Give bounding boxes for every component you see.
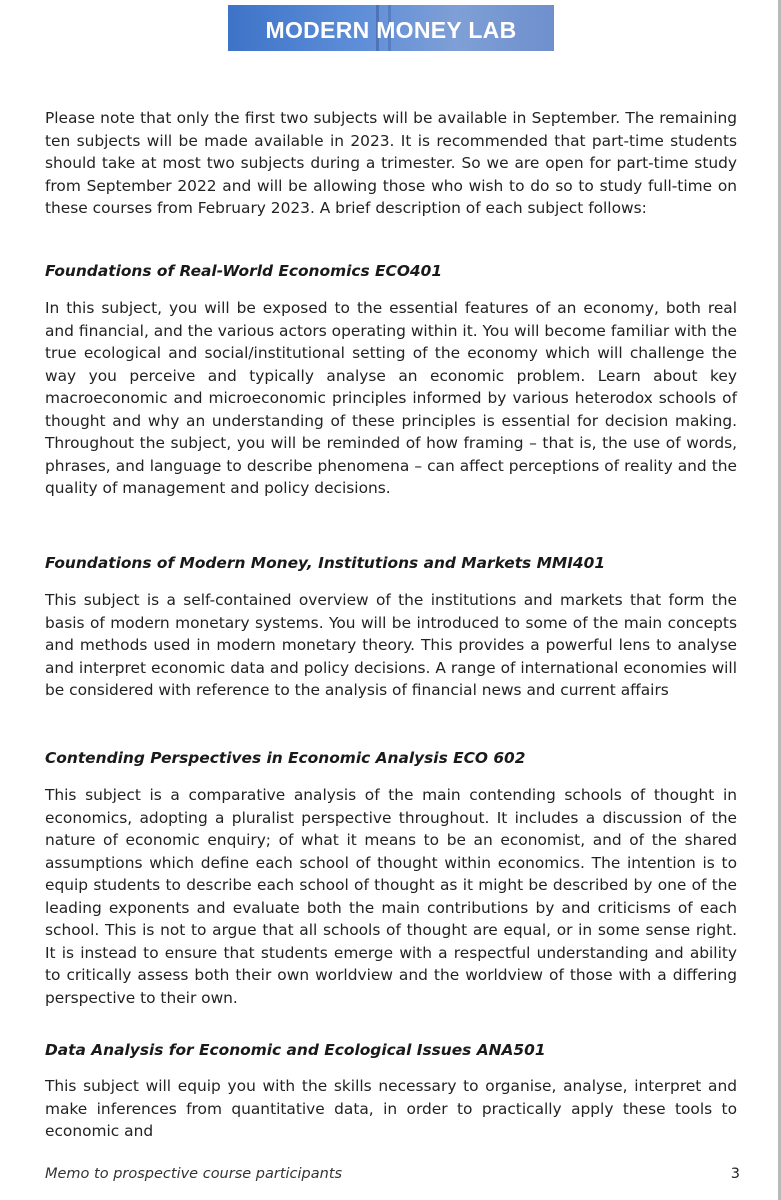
subject-description: This subject is a comparative analysis of the main contending schools of thought in economics, adopting a pluralist perspective throughout. It includes a discussion of the nature of economic enquiry; of what it means to be an economist, and of the shared assumptions which define each school of thought within economics. The intention is to equip students to describe each school of thought as it might be described by one of the leading exponents and evaluate both the main contributions by and criticisms of each school. This is not to argue that all schools of thought are equal, or in some sense right. It is instead to ensure that students emerge with a respectful understanding and ability to critically assess both their own worldview and the worldview of those with a differing perspective to their own.: [45, 786, 737, 1007]
subject-heading: Contending Perspectives in Economic Analysis ECO 602: [45, 749, 526, 767]
page-number: 3: [730, 1166, 740, 1182]
subject-heading: Data Analysis for Economic and Ecological Issues ANA501: [45, 1041, 546, 1059]
banner-title: MODERN MONEY LAB: [265, 17, 517, 43]
subject-description: In this subject, you will be exposed to the essential features of an economy, both real and financial, and the various actors operating within it. You will become familiar with the true ecological and social/institutional setting of the economy which will challenge the way you perceive and typically analyse an economic problem. Learn about key macroeconomic and microeconomic principles informed by various heterodox schools of thought and why an understanding of these principles is essential for decision making. Throughout the subject, you will be reminded of how framing – that is, the use of words, phrases, and language to describe phenomena – can affect perceptions of reality and the quality of management and policy decisions.: [45, 299, 737, 497]
subject-description: This subject will equip you with the skills necessary to organise, analyse, interpret and make inferences from quantitative data, in order to practically apply these tools to economic and: [45, 1077, 737, 1140]
subject-heading: Foundations of Real-World Economics ECO401: [45, 262, 443, 280]
subject-heading: Foundations of Modern Money, Institutions and Markets MMI401: [45, 554, 606, 572]
subject-description: This subject is a self-contained overview of the institutions and markets that form the basis of modern monetary systems. You will be introduced to some of the main concepts and methods used in modern monetary theory. This provides a powerful lens to analyse and interpret economic data and policy decisions. A range of international economies will be considered with reference to the analysis of financial news and current affairs: [45, 591, 737, 699]
header-banner: [228, 5, 554, 51]
intro-paragraph: Please note that only the first two subjects will be available in September. The remaining ten subjects will be made available in 2023. It is recommended that part-time students should take at most two subjects during a trimester. So we are open for part-time study from September 2022 and will be allowing those who wish to do so to study full-time on these courses from February 2023. A brief description of each subject follows:: [45, 109, 737, 217]
footer-memo: Memo to prospective course participants: [45, 1166, 343, 1182]
